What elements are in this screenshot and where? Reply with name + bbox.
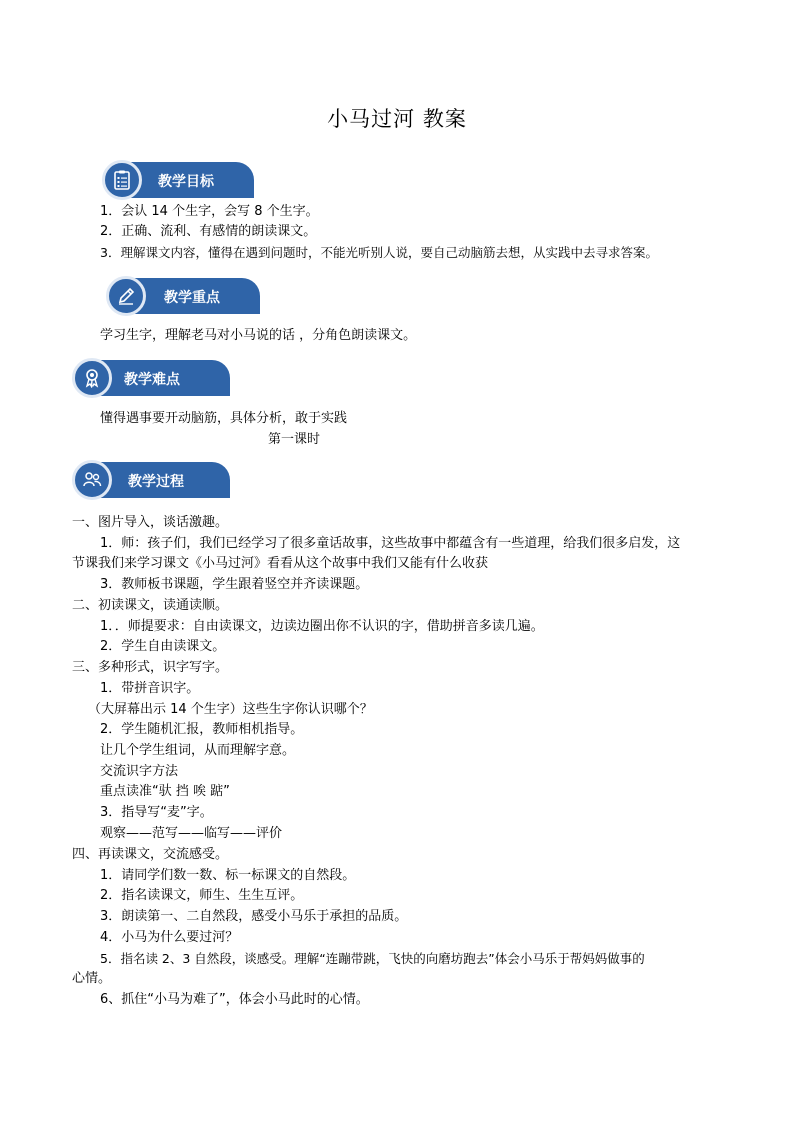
goal-item-1: 1．会认 14 个生字，会写 8 个生字。 [100, 204, 319, 219]
process-line: 让几个学生组词，从而理解字意。 [100, 743, 296, 758]
process-line: 3．指导写“麦”字。 [100, 805, 213, 820]
process-line: 1．师：孩子们，我们已经学习了很多童话故事，这些故事中都蕴含有一些道理，给我们很多启发，这 [100, 536, 681, 551]
process-line: 3．朗读第一、二自然段，感受小马乐于承担的品质。 [100, 909, 408, 924]
process-line: 1．．师提要求：自由读课文，边读边圈出你不认识的字，借助拼音多读几遍。 [100, 619, 544, 634]
key-points-text: 学习生字，理解老马对小马说的话 ，分角色朗读课文。 [100, 328, 417, 343]
section-heading-process: 教学过程 [128, 474, 184, 490]
people-icon [72, 460, 112, 500]
goal-item-2: 2．正确、流利、有感情的朗读课文。 [100, 224, 317, 239]
process-line: 5．指名读 2、3 自然段，谈感受。理解“连蹦带跳，飞快的向磨坊跑去”体会小马乐于帮妈妈做事的 [100, 951, 645, 966]
page-title: 小马过河 教案 [327, 107, 467, 131]
process-line: 观察——范写——临写——评价 [100, 826, 283, 841]
process-line: 1．请同学们数一数、标一标课文的自然段。 [100, 868, 356, 883]
clipboard-checklist-icon [102, 160, 142, 200]
process-line: 一、图片导入，谈话激趣。 [72, 515, 229, 530]
process-line: 4．小马为什么要过河？ [100, 930, 239, 945]
section-banner-key-points [106, 276, 260, 316]
period-label: 第一课时 [268, 432, 321, 447]
process-line: 心情。 [72, 971, 112, 986]
pencil-icon [106, 276, 146, 316]
section-heading-difficulties: 教学难点 [124, 372, 180, 388]
process-line: 2．学生自由读课文。 [100, 639, 226, 654]
process-line: 重点读准“驮 挡 唉 踮” [100, 784, 230, 799]
process-line: 2．指名读课文，师生、生生互评。 [100, 888, 304, 903]
section-heading-goals: 教学目标 [158, 174, 214, 190]
process-line: 二、初读课文，读通读顺。 [72, 598, 229, 613]
section-banner-process [72, 460, 230, 500]
process-line: 6、抓住“小马为难了”，体会小马此时的心情。 [100, 992, 369, 1007]
process-line: 三、多种形式，识字写字。 [72, 660, 229, 675]
process-line: 3．教师板书课题，学生跟着竖空并齐读课题。 [100, 577, 369, 592]
award-ribbon-icon [72, 358, 112, 398]
process-line: 交流识字方法 [100, 764, 179, 779]
process-line: 四、再读课文，交流感受。 [72, 847, 229, 862]
process-line: （大屏幕出示 14 个生字）这些生字你认识哪个？ [88, 702, 373, 717]
section-banner-difficulties [72, 358, 230, 398]
process-line: 2．学生随机汇报，教师相机指导。 [100, 722, 304, 737]
section-banner-goals [102, 160, 254, 200]
section-heading-key-points: 教学重点 [164, 290, 220, 306]
process-line: 1．带拼音识字。 [100, 681, 200, 696]
goal-item-3: 3．理解课文内容，懂得在遇到问题时，不能光听别人说，要自己动脑筋去想，从实践中去寻求答案。 [100, 245, 658, 260]
difficulties-text: 懂得遇事要开动脑筋，具体分析，敢于实践 [100, 411, 348, 426]
process-line: 节课我们来学习课文《小马过河》看看从这个故事中我们又能有什么收获 [72, 556, 489, 571]
